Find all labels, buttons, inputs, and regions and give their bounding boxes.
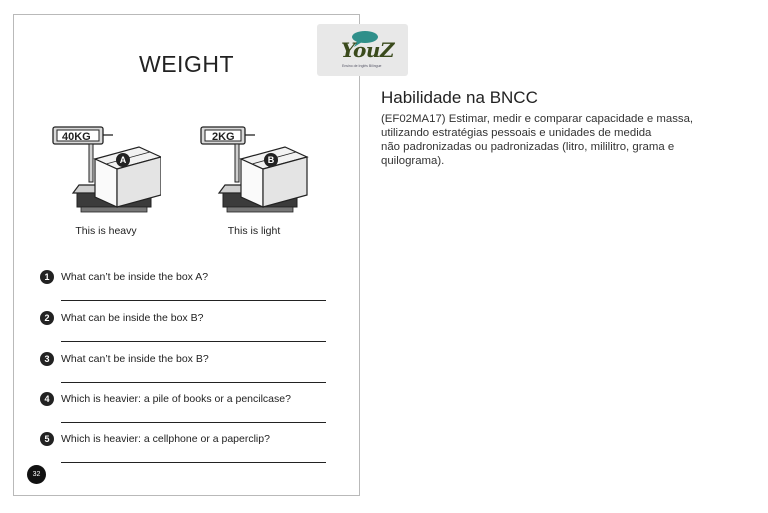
question-item bbox=[40, 432, 340, 472]
question-text: Which is heavier: a cellphone or a paperclip? bbox=[61, 433, 270, 445]
answer-line[interactable] bbox=[61, 300, 326, 301]
question-text: What can’t be inside the box B? bbox=[61, 353, 209, 365]
scale-a-illustration bbox=[51, 125, 161, 223]
question-number: 3 bbox=[40, 352, 54, 366]
skill-line: utilizando estratégias pessoais e unidades de medida bbox=[381, 127, 652, 139]
logo-tagline: Ensino de Inglês Bilíngue bbox=[342, 64, 382, 68]
answer-line[interactable] bbox=[61, 462, 326, 463]
question-text: Which is heavier: a pile of books or a pencilcase? bbox=[61, 393, 291, 405]
question-text: What can’t be inside the box A? bbox=[61, 271, 209, 283]
question-item bbox=[40, 352, 340, 392]
page-number: 32 bbox=[27, 465, 46, 484]
answer-line[interactable] bbox=[61, 341, 326, 342]
page-title: WEIGHT bbox=[139, 51, 234, 77]
youz-logo bbox=[317, 24, 408, 76]
box-a-label: A bbox=[116, 153, 130, 167]
question-text: What can be inside the box B? bbox=[61, 312, 204, 324]
box-b-label: B bbox=[264, 153, 278, 167]
skill-line: (EF02MA17) Estimar, medir e comparar capacidade e massa, bbox=[381, 113, 694, 125]
scale-b-illustration bbox=[199, 125, 309, 223]
logo-text: YouZ bbox=[341, 38, 395, 62]
question-item bbox=[40, 270, 340, 310]
question-item bbox=[40, 311, 340, 351]
question-number: 2 bbox=[40, 311, 54, 325]
scale-b-caption: This is light bbox=[227, 225, 281, 237]
skill-line: não padronizadas ou padronizadas (litro, mililitro, grama e bbox=[381, 141, 675, 153]
answer-line[interactable] bbox=[61, 422, 326, 423]
skill-line: quilograma). bbox=[381, 155, 445, 167]
skill-description bbox=[381, 112, 721, 168]
worksheet-page bbox=[13, 14, 360, 496]
scale-a-caption: This is heavy bbox=[75, 225, 137, 237]
question-number: 4 bbox=[40, 392, 54, 406]
question-number: 5 bbox=[40, 432, 54, 446]
question-number: 1 bbox=[40, 270, 54, 284]
answer-line[interactable] bbox=[61, 382, 326, 383]
scale-a-display: 40KG bbox=[62, 131, 91, 143]
skill-title: Habilidade na BNCC bbox=[381, 88, 538, 107]
scale-b-display: 2KG bbox=[212, 131, 235, 143]
question-item bbox=[40, 392, 340, 432]
